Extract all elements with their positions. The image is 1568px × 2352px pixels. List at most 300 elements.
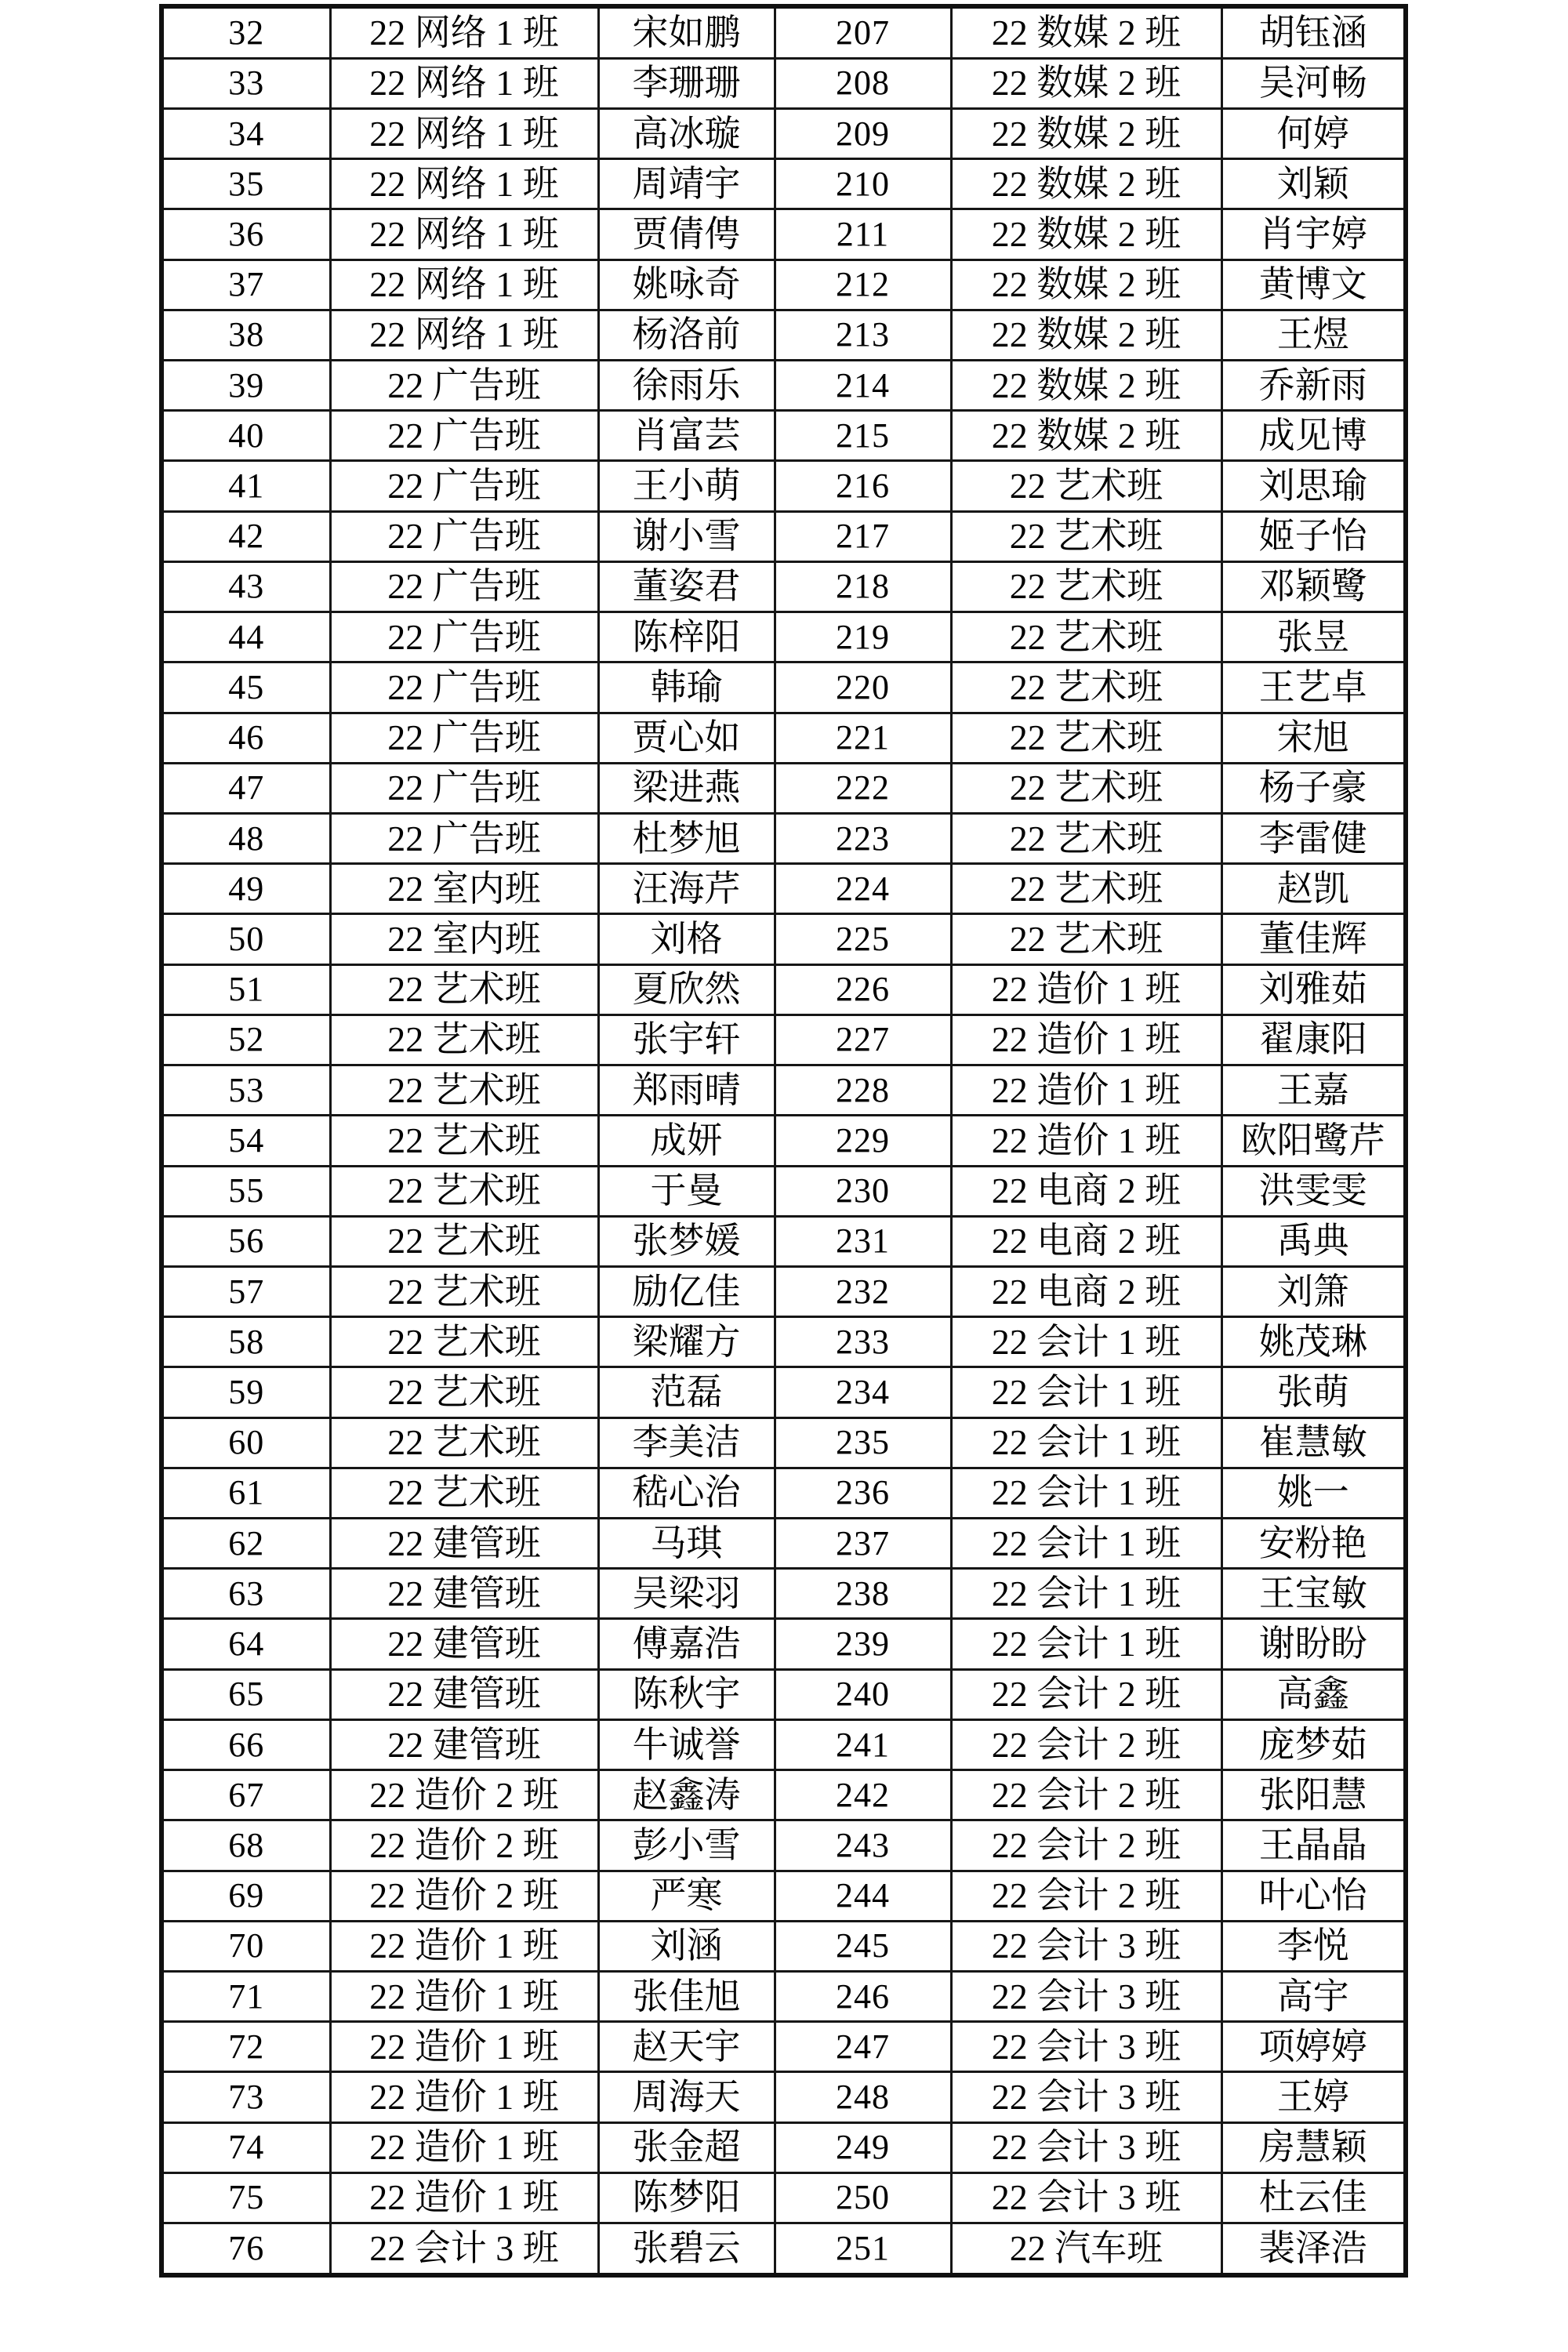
right-class-cell: 22 数媒 2 班: [951, 361, 1221, 411]
left-name-cell: 姚咏奇: [598, 260, 775, 310]
right-no-cell: 251: [775, 2223, 951, 2275]
table-row: [162, 1569, 1406, 1619]
left-class-cell: 22 网络 1 班: [330, 58, 598, 108]
right-name-cell: 吴河畅: [1221, 58, 1406, 108]
left-class-cell: 22 室内班: [330, 914, 598, 964]
right-no-cell: 237: [775, 1519, 951, 1569]
left-name-cell: 汪海芹: [598, 864, 775, 914]
right-no-cell: 214: [775, 361, 951, 411]
right-no-cell: 213: [775, 310, 951, 360]
left-no-cell: 41: [162, 461, 330, 511]
left-class-cell: 22 造价 2 班: [330, 1871, 598, 1921]
left-no-cell: 60: [162, 1417, 330, 1468]
right-class-cell: 22 会计 2 班: [951, 1871, 1221, 1921]
left-class-cell: 22 广告班: [330, 361, 598, 411]
right-name-cell: 崔慧敏: [1221, 1417, 1406, 1468]
left-name-cell: 张碧云: [598, 2223, 775, 2275]
right-name-cell: 张昱: [1221, 612, 1406, 662]
left-name-cell: 傅嘉浩: [598, 1619, 775, 1669]
left-class-cell: 22 网络 1 班: [330, 209, 598, 260]
right-class-cell: 22 汽车班: [951, 2223, 1221, 2275]
table-row: [162, 1770, 1406, 1820]
left-no-cell: 45: [162, 662, 330, 713]
left-no-cell: 65: [162, 1669, 330, 1719]
left-class-cell: 22 造价 1 班: [330, 1921, 598, 1971]
table-row: [162, 2172, 1406, 2223]
left-class-cell: 22 广告班: [330, 561, 598, 612]
right-name-cell: 杜云佳: [1221, 2172, 1406, 2223]
left-class-cell: 22 建管班: [330, 1519, 598, 1569]
left-name-cell: 赵天宇: [598, 2022, 775, 2072]
right-class-cell: 22 数媒 2 班: [951, 159, 1221, 209]
table-row: [162, 411, 1406, 461]
right-no-cell: 226: [775, 964, 951, 1014]
left-no-cell: 36: [162, 209, 330, 260]
right-name-cell: 黄博文: [1221, 260, 1406, 310]
right-name-cell: 王宝敏: [1221, 1569, 1406, 1619]
right-no-cell: 247: [775, 2022, 951, 2072]
left-no-cell: 59: [162, 1367, 330, 1417]
right-name-cell: 刘颖: [1221, 159, 1406, 209]
left-name-cell: 周靖宇: [598, 159, 775, 209]
left-class-cell: 22 造价 1 班: [330, 2022, 598, 2072]
right-class-cell: 22 会计 2 班: [951, 1820, 1221, 1871]
left-class-cell: 22 造价 2 班: [330, 1770, 598, 1820]
right-class-cell: 22 数媒 2 班: [951, 310, 1221, 360]
left-no-cell: 67: [162, 1770, 330, 1820]
right-class-cell: 22 会计 3 班: [951, 1972, 1221, 2022]
left-name-cell: 徐雨乐: [598, 361, 775, 411]
right-class-cell: 22 艺术班: [951, 461, 1221, 511]
right-class-cell: 22 会计 1 班: [951, 1468, 1221, 1518]
left-name-cell: 杨洛前: [598, 310, 775, 360]
left-no-cell: 51: [162, 964, 330, 1014]
roster-table: [159, 4, 1408, 2278]
left-no-cell: 47: [162, 763, 330, 813]
left-no-cell: 64: [162, 1619, 330, 1669]
left-no-cell: 33: [162, 58, 330, 108]
left-class-cell: 22 艺术班: [330, 1065, 598, 1116]
left-class-cell: 22 艺术班: [330, 1367, 598, 1417]
left-name-cell: 张梦媛: [598, 1216, 775, 1266]
left-name-cell: 王小萌: [598, 461, 775, 511]
left-class-cell: 22 建管班: [330, 1669, 598, 1719]
left-name-cell: 梁耀方: [598, 1317, 775, 1367]
left-class-cell: 22 艺术班: [330, 1216, 598, 1266]
right-name-cell: 高宇: [1221, 1972, 1406, 2022]
right-no-cell: 222: [775, 763, 951, 813]
right-no-cell: 238: [775, 1569, 951, 1619]
right-name-cell: 谢盼盼: [1221, 1619, 1406, 1669]
left-name-cell: 刘涵: [598, 1921, 775, 1971]
table-row: [162, 2223, 1406, 2275]
left-class-cell: 22 艺术班: [330, 1014, 598, 1065]
table-row: [162, 108, 1406, 158]
right-name-cell: 邓颖鹭: [1221, 561, 1406, 612]
left-no-cell: 75: [162, 2172, 330, 2223]
right-no-cell: 236: [775, 1468, 951, 1518]
left-no-cell: 55: [162, 1166, 330, 1216]
right-name-cell: 李雷健: [1221, 813, 1406, 863]
right-class-cell: 22 会计 1 班: [951, 1367, 1221, 1417]
right-class-cell: 22 会计 3 班: [951, 2022, 1221, 2072]
left-no-cell: 49: [162, 864, 330, 914]
left-name-cell: 郑雨晴: [598, 1065, 775, 1116]
right-no-cell: 241: [775, 1719, 951, 1769]
right-name-cell: 宋旭: [1221, 713, 1406, 763]
right-class-cell: 22 会计 1 班: [951, 1619, 1221, 1669]
right-name-cell: 叶心怡: [1221, 1871, 1406, 1921]
table-row: [162, 1669, 1406, 1719]
right-no-cell: 230: [775, 1166, 951, 1216]
right-class-cell: 22 电商 2 班: [951, 1216, 1221, 1266]
left-class-cell: 22 艺术班: [330, 1417, 598, 1468]
right-no-cell: 208: [775, 58, 951, 108]
table-row: [162, 1065, 1406, 1116]
left-class-cell: 22 建管班: [330, 1719, 598, 1769]
left-class-cell: 22 造价 2 班: [330, 1820, 598, 1871]
left-no-cell: 58: [162, 1317, 330, 1367]
right-no-cell: 210: [775, 159, 951, 209]
left-no-cell: 53: [162, 1065, 330, 1116]
left-name-cell: 高冰璇: [598, 108, 775, 158]
right-name-cell: 刘箫: [1221, 1266, 1406, 1316]
right-class-cell: 22 造价 1 班: [951, 1065, 1221, 1116]
left-no-cell: 66: [162, 1719, 330, 1769]
left-name-cell: 贾倩俜: [598, 209, 775, 260]
table-row: [162, 1820, 1406, 1871]
right-no-cell: 250: [775, 2172, 951, 2223]
left-no-cell: 48: [162, 813, 330, 863]
table-row: [162, 1719, 1406, 1769]
table-row: [162, 461, 1406, 511]
table-row: [162, 864, 1406, 914]
right-no-cell: 244: [775, 1871, 951, 1921]
right-name-cell: 裴泽浩: [1221, 2223, 1406, 2275]
left-name-cell: 陈梓阳: [598, 612, 775, 662]
right-name-cell: 庞梦茹: [1221, 1719, 1406, 1769]
left-name-cell: 刘格: [598, 914, 775, 964]
left-class-cell: 22 广告班: [330, 411, 598, 461]
left-no-cell: 39: [162, 361, 330, 411]
table-row: [162, 662, 1406, 713]
right-class-cell: 22 艺术班: [951, 713, 1221, 763]
left-class-cell: 22 网络 1 班: [330, 260, 598, 310]
left-no-cell: 32: [162, 6, 330, 58]
right-no-cell: 218: [775, 561, 951, 612]
left-no-cell: 42: [162, 511, 330, 561]
right-name-cell: 王晶晶: [1221, 1820, 1406, 1871]
left-name-cell: 严寒: [598, 1871, 775, 1921]
right-no-cell: 248: [775, 2072, 951, 2122]
right-no-cell: 221: [775, 713, 951, 763]
left-class-cell: 22 艺术班: [330, 1266, 598, 1316]
left-no-cell: 54: [162, 1116, 330, 1166]
right-class-cell: 22 会计 3 班: [951, 2072, 1221, 2122]
right-name-cell: 欧阳鹭芹: [1221, 1116, 1406, 1166]
right-class-cell: 22 艺术班: [951, 813, 1221, 863]
right-name-cell: 杨子豪: [1221, 763, 1406, 813]
right-name-cell: 李悦: [1221, 1921, 1406, 1971]
left-class-cell: 22 会计 3 班: [330, 2223, 598, 2275]
right-name-cell: 安粉艳: [1221, 1519, 1406, 1569]
right-no-cell: 234: [775, 1367, 951, 1417]
table-row: [162, 361, 1406, 411]
right-name-cell: 刘思瑜: [1221, 461, 1406, 511]
right-no-cell: 227: [775, 1014, 951, 1065]
right-class-cell: 22 会计 1 班: [951, 1417, 1221, 1468]
table-row: [162, 612, 1406, 662]
right-class-cell: 22 数媒 2 班: [951, 260, 1221, 310]
table-row: [162, 1871, 1406, 1921]
left-class-cell: 22 室内班: [330, 864, 598, 914]
right-no-cell: 228: [775, 1065, 951, 1116]
right-no-cell: 212: [775, 260, 951, 310]
left-class-cell: 22 广告班: [330, 662, 598, 713]
right-name-cell: 王嘉: [1221, 1065, 1406, 1116]
left-no-cell: 57: [162, 1266, 330, 1316]
right-no-cell: 229: [775, 1116, 951, 1166]
left-no-cell: 46: [162, 713, 330, 763]
right-name-cell: 乔新雨: [1221, 361, 1406, 411]
left-no-cell: 43: [162, 561, 330, 612]
left-no-cell: 69: [162, 1871, 330, 1921]
right-no-cell: 225: [775, 914, 951, 964]
right-no-cell: 223: [775, 813, 951, 863]
table-row: [162, 1216, 1406, 1266]
right-class-cell: 22 会计 1 班: [951, 1569, 1221, 1619]
right-class-cell: 22 会计 1 班: [951, 1519, 1221, 1569]
right-no-cell: 217: [775, 511, 951, 561]
left-no-cell: 68: [162, 1820, 330, 1871]
left-no-cell: 44: [162, 612, 330, 662]
right-no-cell: 215: [775, 411, 951, 461]
right-class-cell: 22 艺术班: [951, 763, 1221, 813]
right-name-cell: 姬子怡: [1221, 511, 1406, 561]
left-name-cell: 于曼: [598, 1166, 775, 1216]
left-class-cell: 22 网络 1 班: [330, 108, 598, 158]
right-class-cell: 22 造价 1 班: [951, 1116, 1221, 1166]
right-class-cell: 22 数媒 2 班: [951, 209, 1221, 260]
table-row: [162, 1921, 1406, 1971]
table-row: [162, 1317, 1406, 1367]
right-class-cell: 22 会计 1 班: [951, 1317, 1221, 1367]
right-name-cell: 高鑫: [1221, 1669, 1406, 1719]
right-name-cell: 王艺卓: [1221, 662, 1406, 713]
left-class-cell: 22 网络 1 班: [330, 6, 598, 58]
left-no-cell: 56: [162, 1216, 330, 1266]
left-no-cell: 71: [162, 1972, 330, 2022]
left-name-cell: 范磊: [598, 1367, 775, 1417]
right-class-cell: 22 电商 2 班: [951, 1166, 1221, 1216]
right-name-cell: 王煜: [1221, 310, 1406, 360]
right-name-cell: 张阳慧: [1221, 1770, 1406, 1820]
right-class-cell: 22 造价 1 班: [951, 964, 1221, 1014]
right-name-cell: 胡钰涵: [1221, 6, 1406, 58]
right-class-cell: 22 数媒 2 班: [951, 411, 1221, 461]
left-class-cell: 22 广告班: [330, 461, 598, 511]
left-no-cell: 37: [162, 260, 330, 310]
left-name-cell: 梁进燕: [598, 763, 775, 813]
left-name-cell: 赵鑫涛: [598, 1770, 775, 1820]
table-row: [162, 1972, 1406, 2022]
right-class-cell: 22 电商 2 班: [951, 1266, 1221, 1316]
right-no-cell: 246: [775, 1972, 951, 2022]
right-no-cell: 239: [775, 1619, 951, 1669]
roster-table-body: [162, 6, 1406, 2275]
table-row: [162, 1014, 1406, 1065]
right-no-cell: 220: [775, 662, 951, 713]
left-no-cell: 38: [162, 310, 330, 360]
left-no-cell: 73: [162, 2072, 330, 2122]
right-no-cell: 211: [775, 209, 951, 260]
left-no-cell: 76: [162, 2223, 330, 2275]
table-row: [162, 159, 1406, 209]
right-class-cell: 22 会计 3 班: [951, 1921, 1221, 1971]
left-class-cell: 22 造价 1 班: [330, 1972, 598, 2022]
right-class-cell: 22 艺术班: [951, 511, 1221, 561]
left-name-cell: 张金超: [598, 2122, 775, 2172]
right-class-cell: 22 艺术班: [951, 864, 1221, 914]
left-name-cell: 宋如鹏: [598, 6, 775, 58]
table-row: [162, 6, 1406, 58]
left-name-cell: 吴梁羽: [598, 1569, 775, 1619]
left-class-cell: 22 艺术班: [330, 1166, 598, 1216]
left-no-cell: 72: [162, 2022, 330, 2072]
table-row: [162, 511, 1406, 561]
right-name-cell: 张萌: [1221, 1367, 1406, 1417]
table-row: [162, 260, 1406, 310]
table-row: [162, 914, 1406, 964]
right-no-cell: 240: [775, 1669, 951, 1719]
left-name-cell: 张宇轩: [598, 1014, 775, 1065]
left-class-cell: 22 网络 1 班: [330, 310, 598, 360]
right-no-cell: 207: [775, 6, 951, 58]
right-no-cell: 242: [775, 1770, 951, 1820]
right-name-cell: 洪雯雯: [1221, 1166, 1406, 1216]
right-class-cell: 22 会计 2 班: [951, 1770, 1221, 1820]
table-row: [162, 561, 1406, 612]
right-no-cell: 224: [775, 864, 951, 914]
left-name-cell: 周海天: [598, 2072, 775, 2122]
table-row: [162, 1468, 1406, 1518]
left-no-cell: 52: [162, 1014, 330, 1065]
left-name-cell: 杜梦旭: [598, 813, 775, 863]
right-class-cell: 22 艺术班: [951, 662, 1221, 713]
right-no-cell: 232: [775, 1266, 951, 1316]
right-class-cell: 22 艺术班: [951, 914, 1221, 964]
left-name-cell: 励亿佳: [598, 1266, 775, 1316]
right-name-cell: 王婷: [1221, 2072, 1406, 2122]
right-class-cell: 22 会计 3 班: [951, 2172, 1221, 2223]
left-class-cell: 22 建管班: [330, 1619, 598, 1669]
right-no-cell: 235: [775, 1417, 951, 1468]
left-class-cell: 22 艺术班: [330, 1116, 598, 1166]
right-no-cell: 216: [775, 461, 951, 511]
table-row: [162, 713, 1406, 763]
right-name-cell: 房慧颖: [1221, 2122, 1406, 2172]
left-class-cell: 22 广告班: [330, 713, 598, 763]
left-name-cell: 彭小雪: [598, 1820, 775, 1871]
left-name-cell: 肖富芸: [598, 411, 775, 461]
left-class-cell: 22 艺术班: [330, 964, 598, 1014]
right-name-cell: 肖宇婷: [1221, 209, 1406, 260]
left-no-cell: 62: [162, 1519, 330, 1569]
left-no-cell: 74: [162, 2122, 330, 2172]
left-name-cell: 张佳旭: [598, 1972, 775, 2022]
left-class-cell: 22 广告班: [330, 511, 598, 561]
right-name-cell: 项婷婷: [1221, 2022, 1406, 2072]
left-class-cell: 22 造价 1 班: [330, 2122, 598, 2172]
left-class-cell: 22 广告班: [330, 763, 598, 813]
right-no-cell: 233: [775, 1317, 951, 1367]
right-class-cell: 22 数媒 2 班: [951, 108, 1221, 158]
left-name-cell: 韩瑜: [598, 662, 775, 713]
table-row: [162, 763, 1406, 813]
right-no-cell: 219: [775, 612, 951, 662]
right-class-cell: 22 艺术班: [951, 612, 1221, 662]
table-row: [162, 1417, 1406, 1468]
right-class-cell: 22 艺术班: [951, 561, 1221, 612]
left-name-cell: 贾心如: [598, 713, 775, 763]
left-class-cell: 22 艺术班: [330, 1317, 598, 1367]
left-no-cell: 34: [162, 108, 330, 158]
table-row: [162, 1519, 1406, 1569]
right-name-cell: 翟康阳: [1221, 1014, 1406, 1065]
table-row: [162, 1266, 1406, 1316]
right-class-cell: 22 数媒 2 班: [951, 6, 1221, 58]
right-name-cell: 赵凯: [1221, 864, 1406, 914]
table-row: [162, 1116, 1406, 1166]
left-class-cell: 22 网络 1 班: [330, 159, 598, 209]
table-row: [162, 1166, 1406, 1216]
right-name-cell: 何婷: [1221, 108, 1406, 158]
left-no-cell: 50: [162, 914, 330, 964]
right-no-cell: 209: [775, 108, 951, 158]
right-name-cell: 刘雅茹: [1221, 964, 1406, 1014]
left-name-cell: 嵇心治: [598, 1468, 775, 1518]
right-no-cell: 231: [775, 1216, 951, 1266]
right-class-cell: 22 会计 2 班: [951, 1669, 1221, 1719]
table-row: [162, 310, 1406, 360]
right-class-cell: 22 会计 2 班: [951, 1719, 1221, 1769]
left-class-cell: 22 广告班: [330, 612, 598, 662]
table-row: [162, 1367, 1406, 1417]
table-row: [162, 2022, 1406, 2072]
left-class-cell: 22 广告班: [330, 813, 598, 863]
table-row: [162, 813, 1406, 863]
left-class-cell: 22 造价 1 班: [330, 2172, 598, 2223]
right-no-cell: 245: [775, 1921, 951, 1971]
left-name-cell: 成妍: [598, 1116, 775, 1166]
left-name-cell: 陈秋宇: [598, 1669, 775, 1719]
right-name-cell: 成见博: [1221, 411, 1406, 461]
table-row: [162, 209, 1406, 260]
right-name-cell: 姚茂琳: [1221, 1317, 1406, 1367]
left-class-cell: 22 艺术班: [330, 1468, 598, 1518]
left-name-cell: 夏欣然: [598, 964, 775, 1014]
left-name-cell: 董姿君: [598, 561, 775, 612]
left-name-cell: 陈梦阳: [598, 2172, 775, 2223]
right-no-cell: 249: [775, 2122, 951, 2172]
left-class-cell: 22 建管班: [330, 1569, 598, 1619]
left-no-cell: 70: [162, 1921, 330, 1971]
right-class-cell: 22 会计 3 班: [951, 2122, 1221, 2172]
right-name-cell: 董佳辉: [1221, 914, 1406, 964]
left-name-cell: 马琪: [598, 1519, 775, 1569]
right-name-cell: 姚一: [1221, 1468, 1406, 1518]
left-class-cell: 22 造价 1 班: [330, 2072, 598, 2122]
